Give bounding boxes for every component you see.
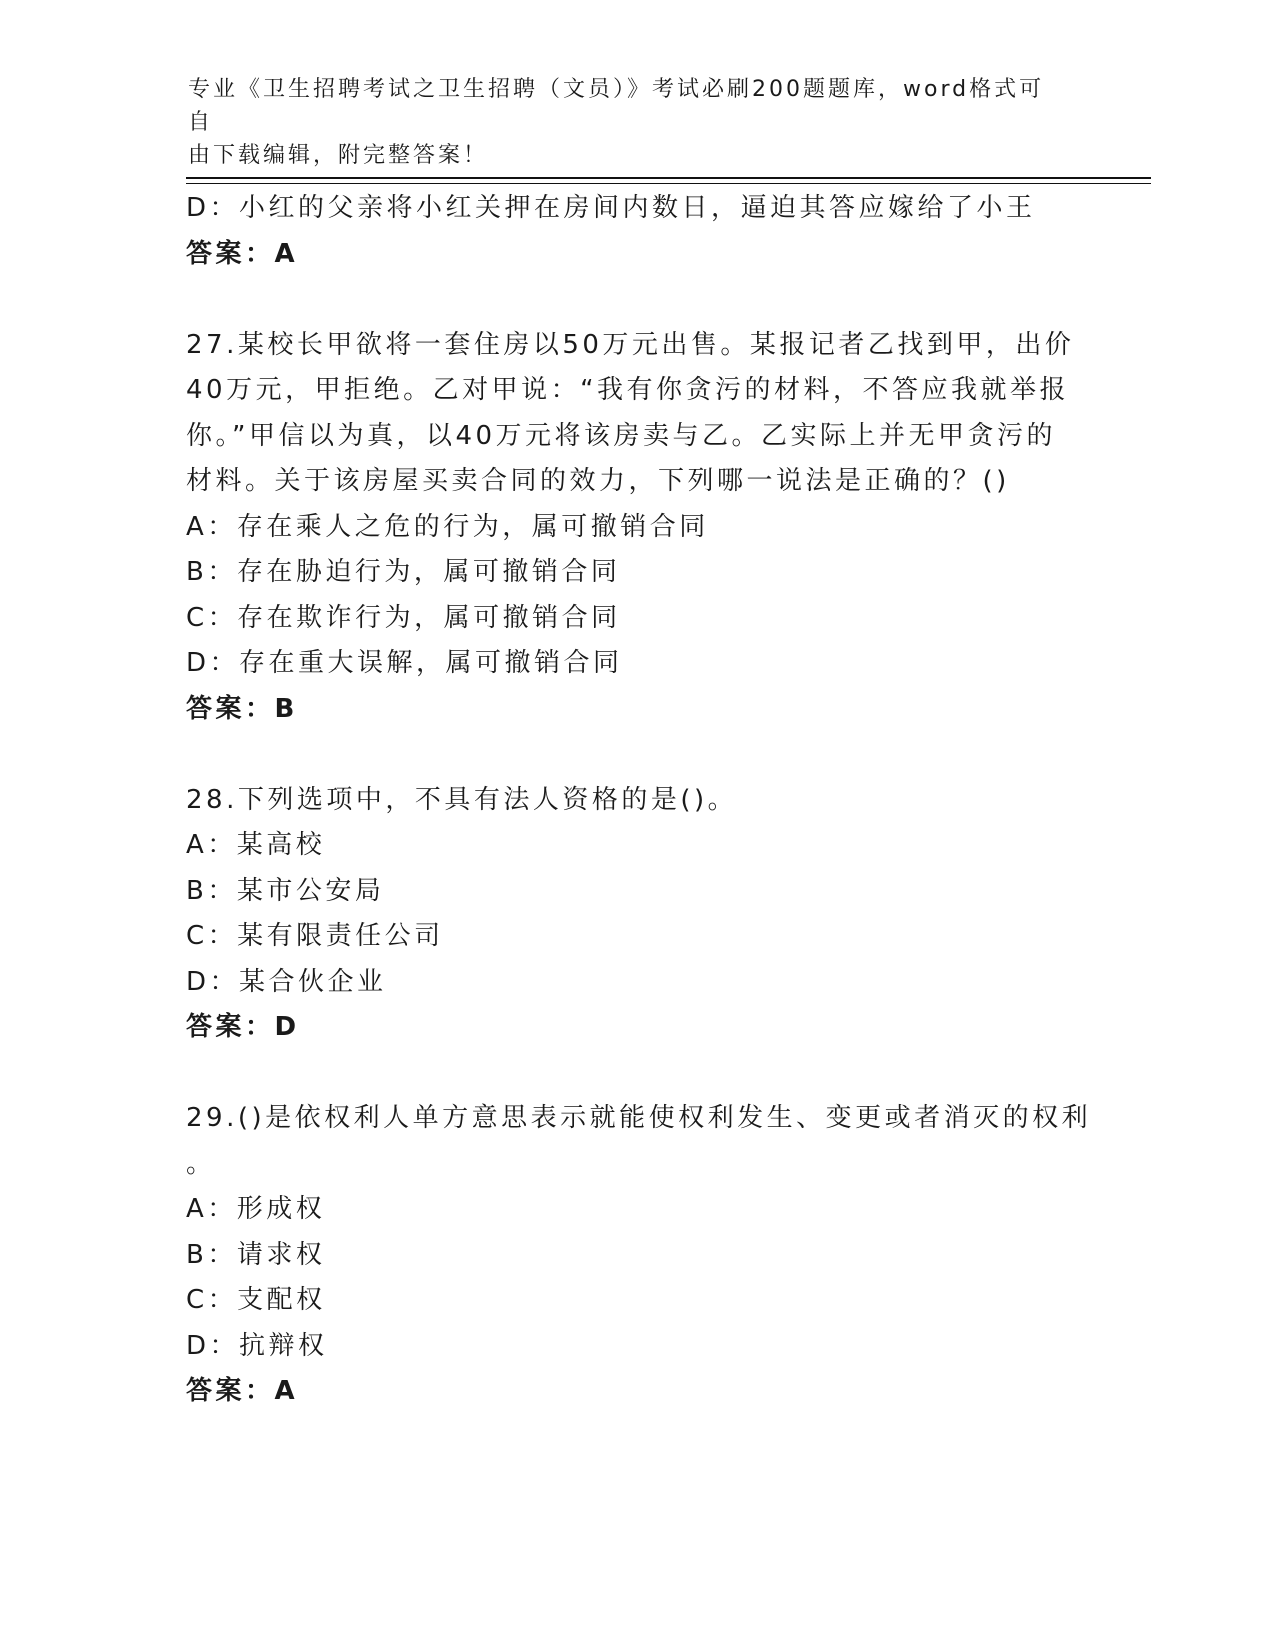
option-d: D：存在重大误解，属可撤销合同 [186, 648, 623, 678]
prev-option-d: D：小红的父亲将小红关押在房间内数日，逼迫其答应嫁给了小王 [186, 193, 1036, 223]
option-c: C：支配权 [186, 1285, 326, 1315]
spacer [186, 277, 1086, 323]
option-a: A：形成权 [186, 1194, 326, 1224]
question-text-line: 材料。关于该房屋买卖合同的效力，下列哪一说法是正确的？() [186, 466, 1010, 496]
document-header [188, 73, 1068, 172]
header-line-1: 专业《卫生招聘考试之卫生招聘（文员）》考试必刷200题题库，word格式可自 [188, 77, 1045, 135]
question-28 [186, 778, 1086, 1051]
answer: 答案：B [186, 693, 298, 724]
option-c: C：存在欺诈行为，属可撤销合同 [186, 602, 621, 633]
question-text-line: 27.某校长甲欲将一套住房以50万元出售。某报记者乙找到甲，出价 [186, 329, 1075, 360]
question-29 [186, 1096, 1092, 1415]
option-b: B：某市公安局 [186, 875, 385, 906]
answer: 答案：A [186, 1376, 299, 1406]
spacer [186, 732, 1086, 778]
question-content [186, 186, 1092, 1415]
option-d: D：某合伙企业 [186, 966, 387, 997]
question-text-line: 。 [186, 1148, 216, 1179]
option-a: A：存在乘人之危的行为，属可撤销合同 [186, 511, 709, 542]
header-divider-thin [186, 183, 1151, 184]
option-d: D：抗辩权 [186, 1330, 328, 1361]
question-text-line: 你。”甲信以为真，以40万元将该房卖与乙。乙实际上并无甲贪污的 [186, 420, 1057, 451]
prev-answer: 答案：A [186, 238, 299, 269]
header-line-2: 由下载编辑，附完整答案！ [188, 143, 489, 168]
option-b: B：存在胁迫行为，属可撤销合同 [186, 557, 621, 587]
answer: 答案：D [186, 1012, 300, 1042]
option-a: A：某高校 [186, 830, 326, 860]
option-b: B：请求权 [186, 1239, 326, 1270]
spacer [186, 1051, 1086, 1097]
question-text-line: 40万元，甲拒绝。乙对甲说：“我有你贪污的材料，不答应我就举报 [186, 375, 1070, 405]
question-text-line: 28.下列选项中，不具有法人资格的是()。 [186, 784, 738, 815]
question-text-line: 29.()是依权利人单方意思表示就能使权利发生、变更或者消灭的权利 [186, 1103, 1092, 1133]
question-27 [186, 323, 1086, 733]
option-c: C：某有限责任公司 [186, 921, 444, 951]
header-divider-thick [186, 177, 1151, 179]
